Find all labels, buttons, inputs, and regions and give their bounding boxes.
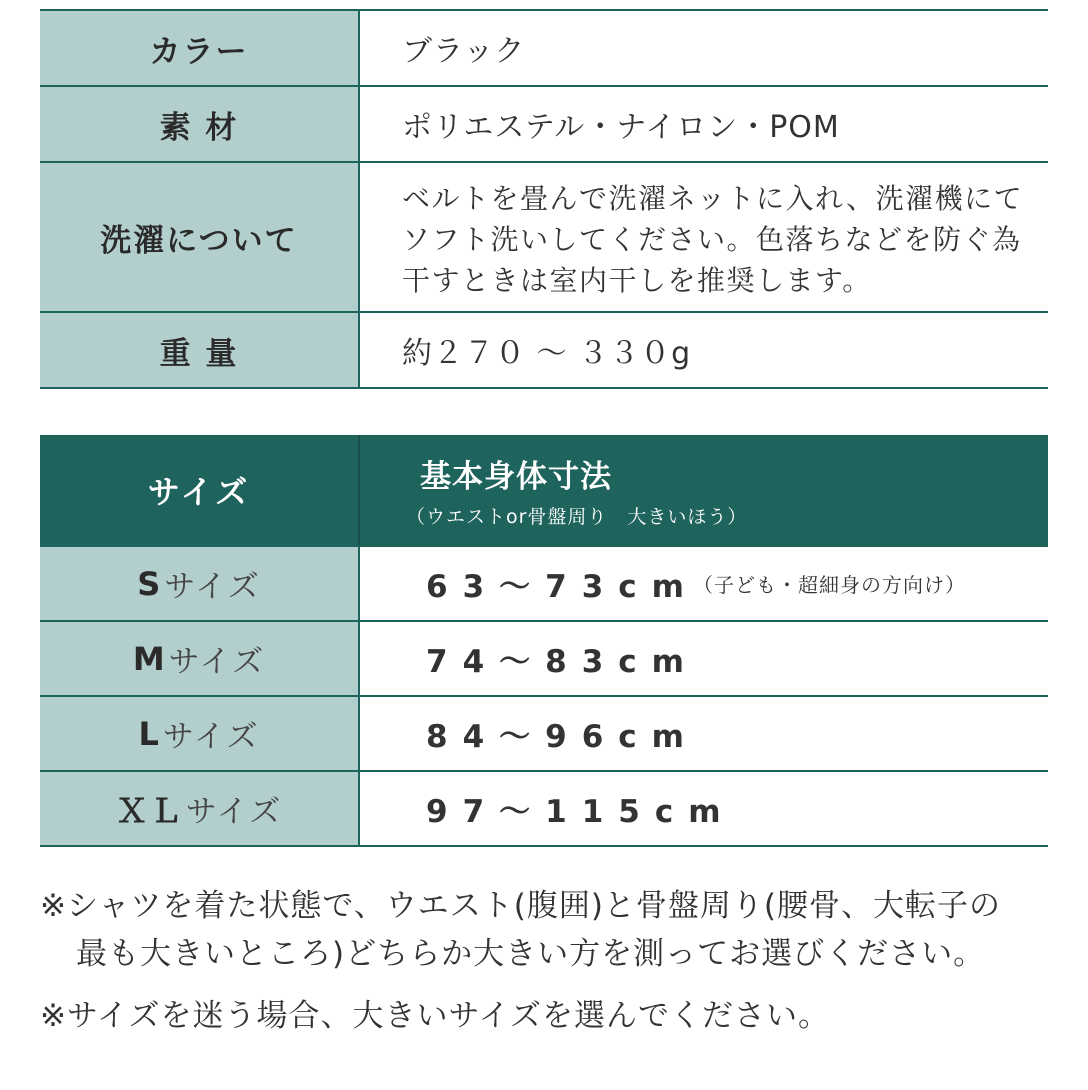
- size-range: 84～96cm: [426, 719, 699, 755]
- spec-row-washing: [40, 163, 1048, 313]
- size-code: ＸＬ: [115, 791, 184, 830]
- spec-value-washing: [360, 163, 1048, 311]
- spec-value-color: ブラック: [402, 34, 526, 69]
- note-1-line-2: 最も大きいところ)どちらか大きい方を測ってお選びください。: [76, 936, 986, 972]
- size-row-l: [40, 697, 1048, 772]
- spec-row-color: [40, 9, 1048, 87]
- size-range: 74～83cm: [426, 644, 699, 680]
- spec-label-material: 素 材: [40, 87, 360, 161]
- size-header-value: [360, 435, 1048, 545]
- spec-label-washing: 洗濯について: [40, 163, 360, 311]
- size-header-title: 基本身体寸法: [420, 459, 612, 495]
- size-note: （子ども・超細身の方向け）: [692, 573, 966, 597]
- size-label-m: [40, 622, 360, 695]
- size-range: 63～73cm: [426, 569, 699, 605]
- size-row-xl: [40, 772, 1048, 847]
- size-range: 97～115cm: [426, 794, 736, 830]
- size-suffix: サイズ: [185, 794, 283, 830]
- size-suffix: サイズ: [168, 644, 266, 680]
- spec-table: [40, 9, 1048, 389]
- spec-row-weight: [40, 313, 1048, 389]
- spec-value-weight: 約２７０ ～ ３３０g: [402, 336, 692, 371]
- note-1-line-1: ※シャツを着た状態で、ウエスト(腹囲)と骨盤周り(腰骨、大転子の: [40, 888, 1002, 924]
- washing-line-1: ベルトを畳んで洗濯ネットに入れ、洗濯機にて: [402, 181, 1024, 215]
- washing-line-3: 干すときは室内干しを推奨します。: [402, 263, 872, 297]
- size-table: [40, 435, 1048, 847]
- spec-label-color: カラー: [40, 11, 360, 85]
- size-row-m: [40, 622, 1048, 697]
- size-code: S: [137, 564, 163, 603]
- size-value-xl: [360, 772, 1048, 845]
- size-value-l: [360, 697, 1048, 770]
- note-2: ※サイズを迷う場合、大きいサイズを選んでください。: [40, 998, 831, 1034]
- size-header-label: サイズ: [40, 435, 360, 545]
- size-label-xl: [40, 772, 360, 845]
- spec-label-weight: 重 量: [40, 313, 360, 387]
- size-table-header: [40, 435, 1048, 547]
- size-value-s: [360, 547, 1048, 620]
- size-header-subtitle: （ウエストor骨盤周り 大きいほう）: [406, 506, 748, 528]
- size-label-l: [40, 697, 360, 770]
- size-value-m: [360, 622, 1048, 695]
- size-code: M: [132, 639, 167, 678]
- spec-row-material: [40, 87, 1048, 163]
- washing-line-2: ソフト洗いしてください。色落ちなどを防ぐ為: [402, 222, 1022, 256]
- size-suffix: サイズ: [162, 719, 260, 755]
- spec-value-material: ポリエステル・ナイロン・POM: [402, 110, 840, 145]
- size-row-s: [40, 547, 1048, 622]
- size-code: L: [138, 714, 161, 753]
- size-suffix: サイズ: [164, 569, 261, 605]
- size-label-s: [40, 547, 360, 620]
- notes: [40, 882, 1060, 1040]
